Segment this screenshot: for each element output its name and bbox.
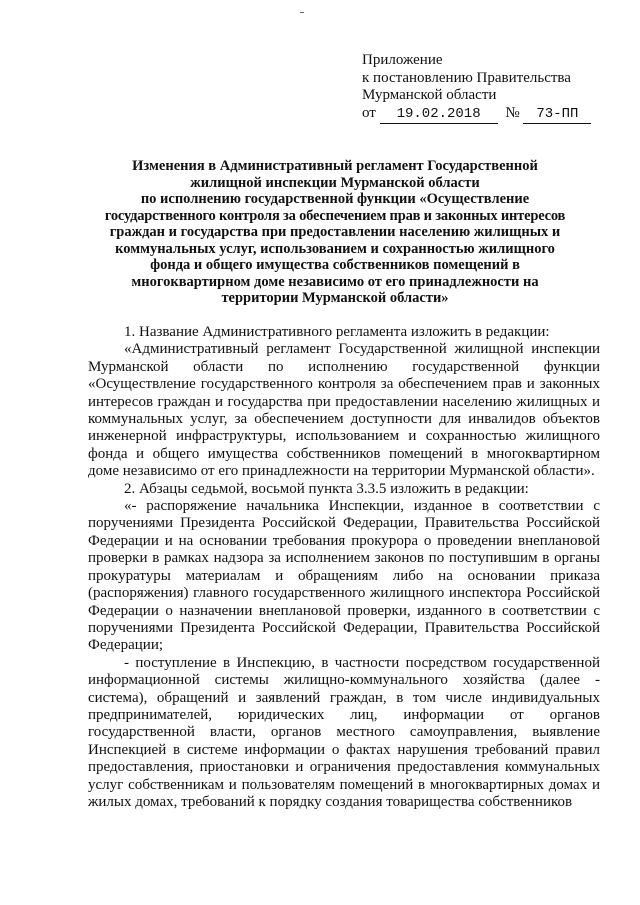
appendix-header <box>362 52 632 124</box>
paragraph-1-heading: 1. Название Административного регламента изложить в редакции: <box>124 324 550 340</box>
document-body <box>88 324 600 811</box>
appendix-date-line <box>362 105 632 125</box>
number-sign: № <box>505 104 520 121</box>
title-line: жилищной инспекции Мурманской области <box>190 174 480 191</box>
paragraph-1-text: «Административный регламент Государственной жилищной инспекции Мурманской области по исполнению государственной функции «Осуществление государственного контроля за обеспечением прав и законных интересов граждан и государства при предоставлении населению жилищных и коммунальных услуг, за обеспечением доступности для инвалидов объектов инженерной инфраструктуры, использованием и сохранностью жилищного фонда и общего имущества собственников помещений в многоквартирном доме независимо от его принадлежности на территории Мурманской области». <box>88 341 600 480</box>
title-line: многоквартирном доме независимо от его принадлежности на <box>131 273 539 290</box>
paragraph-2-item-2: - поступление в Инспекцию, в частности посредством государственной информационной системы жилищно-коммунального хозяйства (далее - система), обращений и заявлений граждан, в том числе индивидуальных предпринимателей, юридических лиц, информации от органов государственной власти, органов местного самоуправления, выявление Инспекцией в системе информации о фактах нарушения требований правил предоставления, приостановки и ограничения предоставления коммунальных услуг собственникам и пользователям помещений в многоквартирных домах и жилых домах, требований к порядку создания товарищества собственников <box>88 654 600 810</box>
appendix-region: Мурманской области <box>362 87 497 103</box>
resolution-number: 73-ПП <box>523 106 591 125</box>
title-line: территории Мурманской области» <box>221 290 449 306</box>
paragraph-2-heading: 2. Абзацы седьмой, восьмой пункта 3.3.5 изложить в редакции: <box>124 480 529 497</box>
date-prefix: от <box>362 104 376 121</box>
scan-speck <box>300 12 304 13</box>
paragraph-2-item-1: «- распоряжение начальника Инспекции, изданное в соответствии с поручениями Президента Российской Федерации, Правительства Российской Федерации и на основании требования прокурора о проведении внеплановой проверки в рамках надзора за исполнением законов по поступившим в органы прокуратуры материалам и обращениям либо на основании приказа (распоряжения) главного государственного жилищного инспектора Российской Федерации о назначении внеплановой проверки, изданного в соответствии с поручениями Президента Российской Федерации, Правительства Российской Федерации; <box>88 498 600 654</box>
title-line: коммунальных услуг, использованием и сохранностью жилищного <box>115 240 555 257</box>
title-line: государственного контроля за обеспечением прав и законных интересов <box>104 207 566 224</box>
title-line: по исполнению государственной функции «Осуществление <box>140 191 530 207</box>
title-line: граждан и государства при предоставлении населению жилищных и <box>109 224 561 240</box>
resolution-date: 19.02.2018 <box>380 106 498 125</box>
appendix-label: Приложение <box>362 52 443 68</box>
document-title <box>80 158 590 307</box>
title-line: Изменения в Административный регламент Государственной <box>132 158 538 174</box>
appendix-resolution: к постановлению Правительства <box>362 69 571 86</box>
title-line: фонда и общего имущества собственников помещений в <box>150 257 520 273</box>
